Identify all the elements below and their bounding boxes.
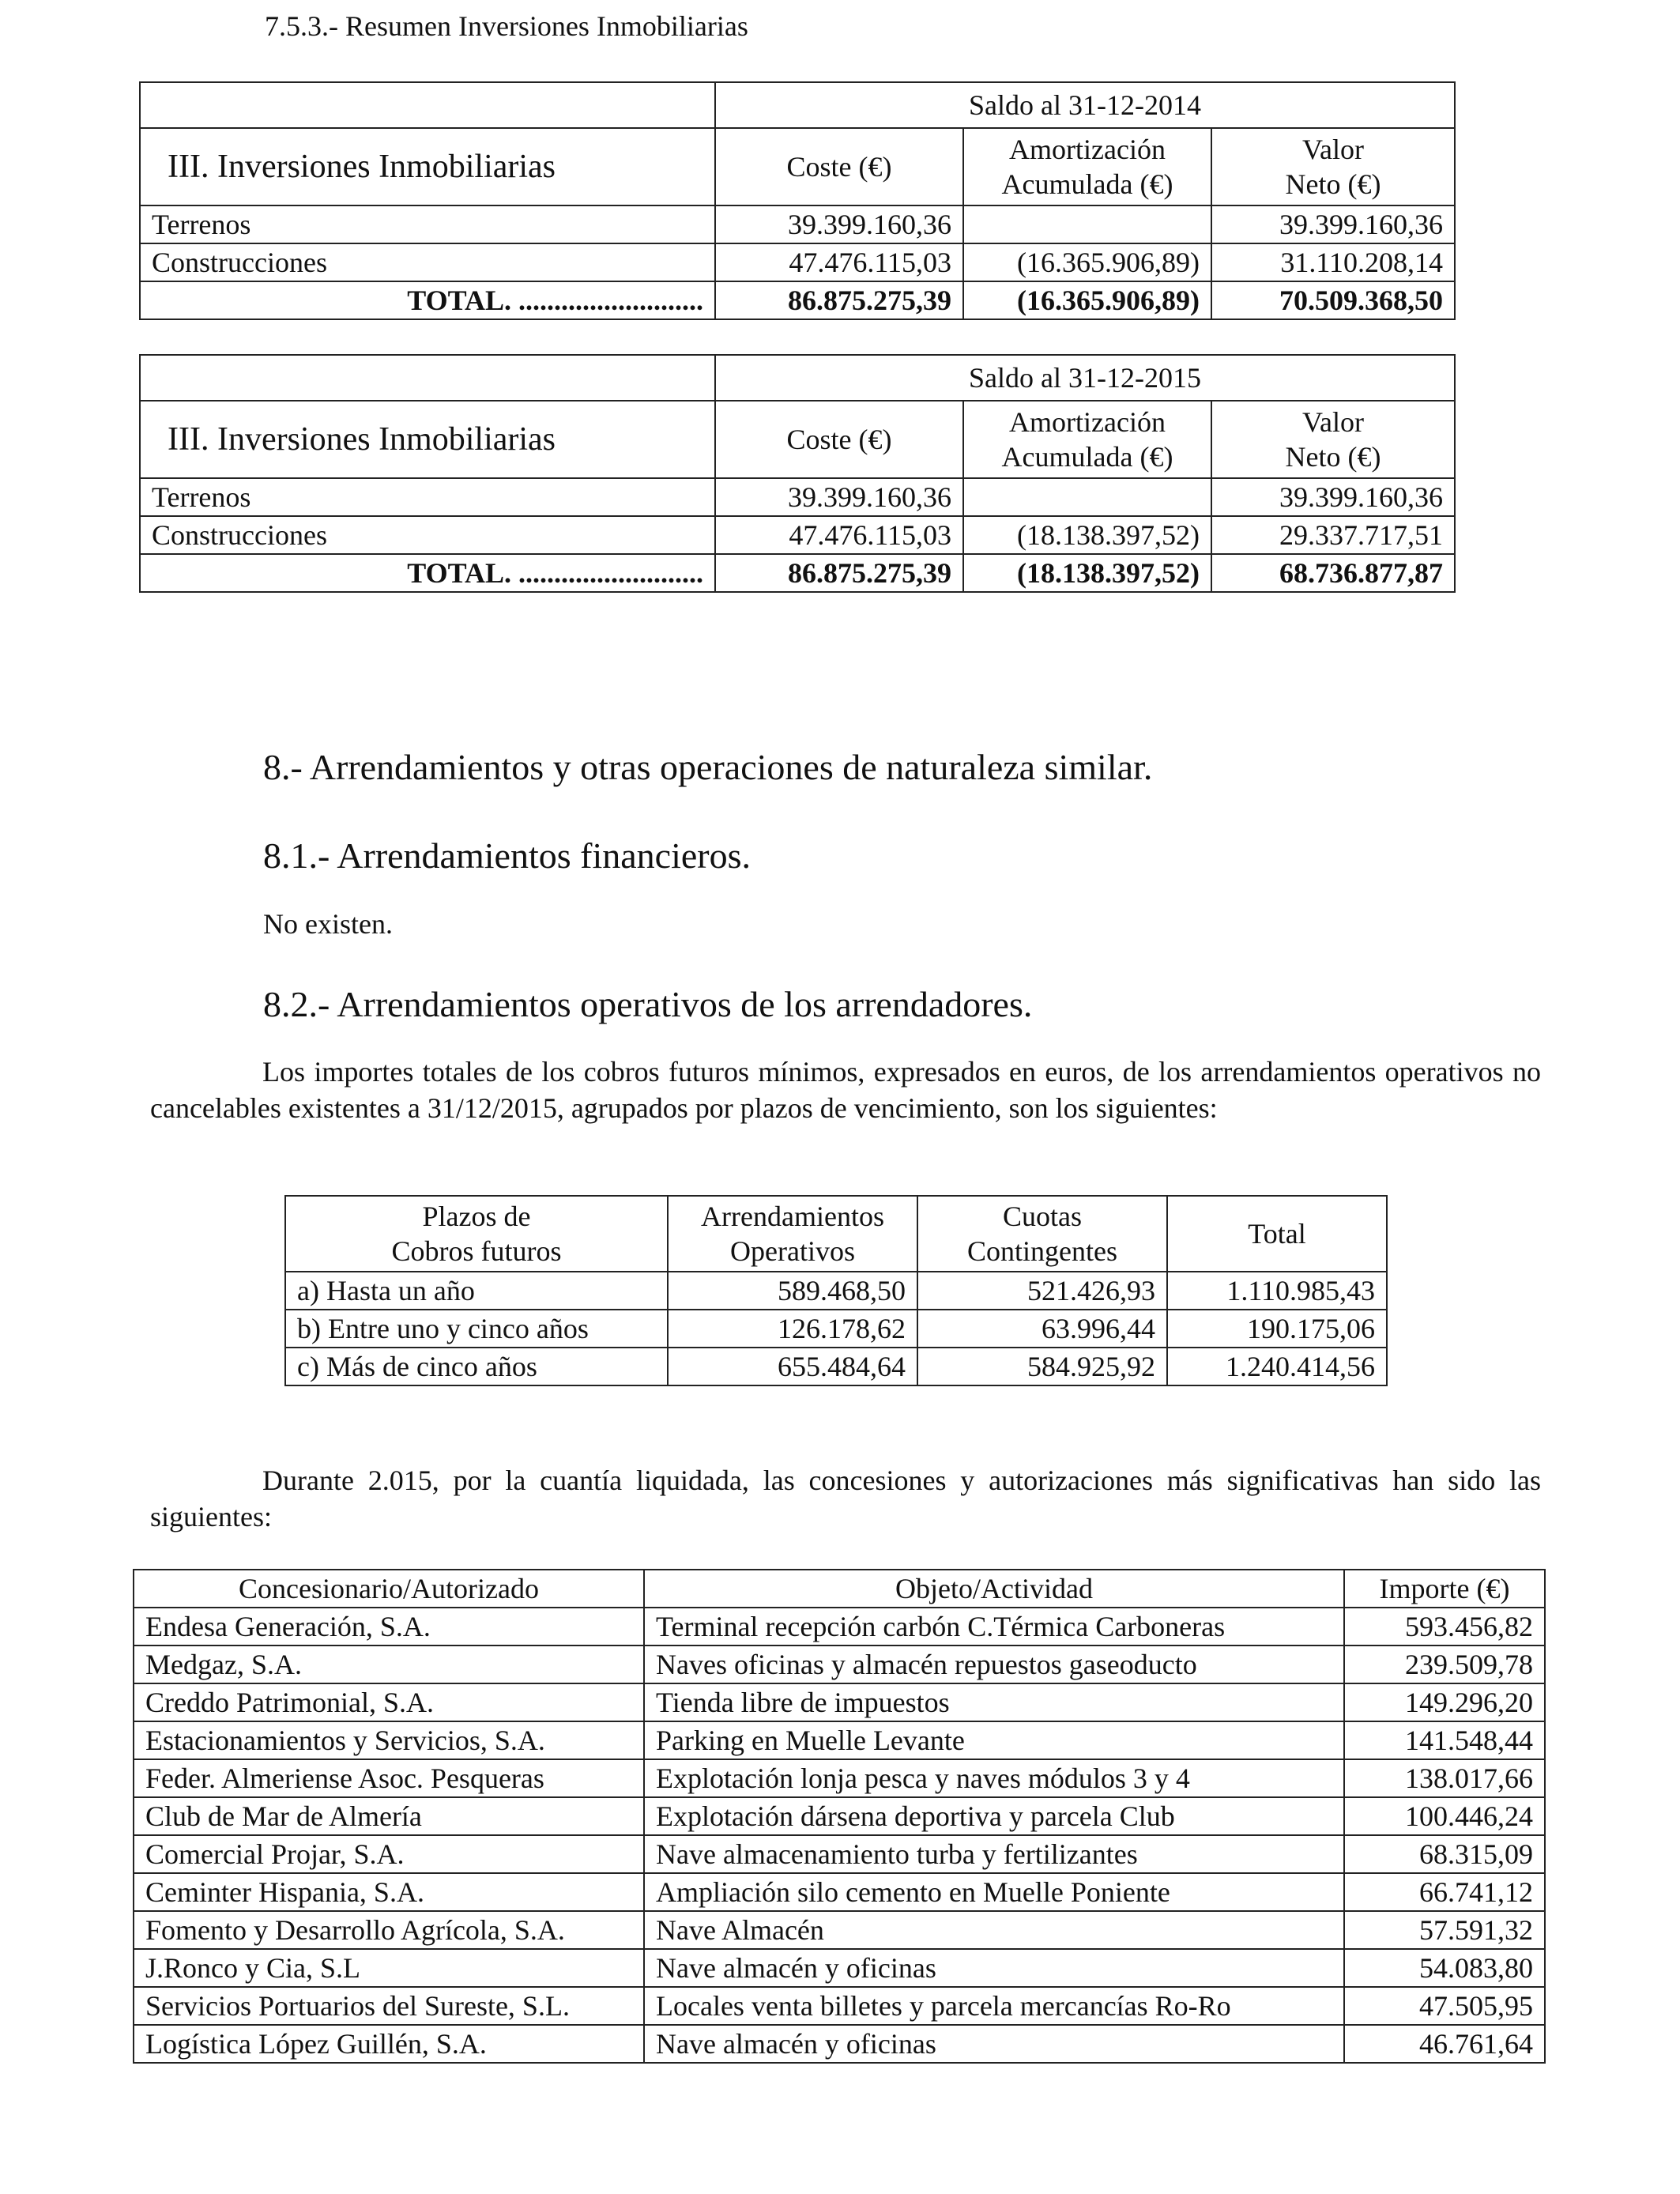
cell-objeto: Nave almacenamiento turba y fertilizantes (644, 1835, 1344, 1873)
cell-plazo: c) Más de cinco años (285, 1348, 668, 1385)
cell-total: 1.240.414,56 (1167, 1348, 1387, 1385)
col-header-valor-neto: Valor Neto (€) (1211, 401, 1455, 478)
cell-concesionario: Ceminter Hispania, S.A. (134, 1873, 644, 1911)
row-header: III. Inversiones Inmobiliarias (140, 128, 715, 205)
table-row (140, 478, 1455, 516)
section-title-8: 8.- Arrendamientos y otras operaciones de naturaleza similar. (263, 747, 1153, 787)
table-row (134, 1987, 1545, 2025)
table-row (285, 1310, 1387, 1348)
cell-concesionario: Fomento y Desarrollo Agrícola, S.A. (134, 1911, 644, 1949)
table-row (134, 1759, 1545, 1797)
concesiones-table (133, 1569, 1546, 2064)
total-row (140, 554, 1455, 592)
cell-importe: 66.741,12 (1344, 1873, 1545, 1911)
cell-plazo: b) Entre uno y cinco años (285, 1310, 668, 1348)
total-row (140, 281, 1455, 319)
total-amortizacion: (16.365.906,89) (963, 281, 1211, 319)
cell-neto: 31.110.208,14 (1211, 243, 1455, 281)
cell-amortizacion (963, 478, 1211, 516)
cell-amortizacion: (16.365.906,89) (963, 243, 1211, 281)
table-row (134, 1911, 1545, 1949)
table-row (140, 205, 1455, 243)
row-label: Terrenos (140, 478, 715, 516)
table-row (140, 243, 1455, 281)
total-neto: 70.509.368,50 (1211, 281, 1455, 319)
concesiones-paragraph: Durante 2.015, por la cuantía liquidada, las concesiones y autorizaciones más significativas han sido las siguientes: (150, 1465, 1541, 1532)
period-header: Saldo al 31-12-2014 (715, 82, 1455, 128)
cell-concesionario: Feder. Almeriense Asoc. Pesqueras (134, 1759, 644, 1797)
cell-total: 1.110.985,43 (1167, 1272, 1387, 1310)
cell-concesionario: Medgaz, S.A. (134, 1646, 644, 1683)
table-corner (140, 82, 715, 128)
cell-concesionario: Logística López Guillén, S.A. (134, 2025, 644, 2063)
cell-importe: 100.446,24 (1344, 1797, 1545, 1835)
cell-plazo: a) Hasta un año (285, 1272, 668, 1310)
table-row (140, 516, 1455, 554)
cell-objeto: Tienda libre de impuestos (644, 1683, 1344, 1721)
total-coste: 86.875.275,39 (715, 554, 963, 592)
cell-concesionario: Comercial Projar, S.A. (134, 1835, 644, 1873)
table-row (285, 1348, 1387, 1385)
cell-objeto: Parking en Muelle Levante (644, 1721, 1344, 1759)
col-header-arrendamientos: Arrendamientos Operativos (668, 1196, 917, 1272)
cell-importe: 54.083,80 (1344, 1949, 1545, 1987)
cell-total: 190.175,06 (1167, 1310, 1387, 1348)
col-header-total: Total (1167, 1196, 1387, 1272)
cell-cuotas: 584.925,92 (917, 1348, 1167, 1385)
cell-neto: 39.399.160,36 (1211, 478, 1455, 516)
cell-neto: 39.399.160,36 (1211, 205, 1455, 243)
total-label: TOTAL. .......................... (140, 281, 715, 319)
period-header: Saldo al 31-12-2015 (715, 355, 1455, 401)
col-header-importe: Importe (€) (1344, 1570, 1545, 1608)
col-header-amortizacion: Amortización Acumulada (€) (963, 401, 1211, 478)
inversiones-table-2014 (139, 81, 1456, 320)
table-row (134, 1721, 1545, 1759)
table-row (134, 1608, 1545, 1646)
table-row (134, 1949, 1545, 1987)
row-label: Terrenos (140, 205, 715, 243)
col-header-concesionario: Concesionario/Autorizado (134, 1570, 644, 1608)
col-header-amortizacion: Amortización Acumulada (€) (963, 128, 1211, 205)
cell-objeto: Nave Almacén (644, 1911, 1344, 1949)
cell-objeto: Explotación dársena deportiva y parcela Club (644, 1797, 1344, 1835)
cell-coste: 39.399.160,36 (715, 205, 963, 243)
table-row (134, 1683, 1545, 1721)
cell-concesionario: Endesa Generación, S.A. (134, 1608, 644, 1646)
table-row (134, 1873, 1545, 1911)
col-header-valor-neto: Valor Neto (€) (1211, 128, 1455, 205)
table-row (134, 2025, 1545, 2063)
table-corner (140, 355, 715, 401)
col-header-objeto: Objeto/Actividad (644, 1570, 1344, 1608)
row-label: Construcciones (140, 516, 715, 554)
cell-coste: 47.476.115,03 (715, 516, 963, 554)
cell-coste: 47.476.115,03 (715, 243, 963, 281)
table-row (285, 1272, 1387, 1310)
col-header-plazos: Plazos de Cobros futuros (285, 1196, 668, 1272)
cell-objeto: Ampliación silo cemento en Muelle Poniente (644, 1873, 1344, 1911)
cell-arrendamientos: 589.468,50 (668, 1272, 917, 1310)
table-row (134, 1797, 1545, 1835)
section-title-8-1: 8.1.- Arrendamientos financieros. (263, 835, 751, 876)
row-label: Construcciones (140, 243, 715, 281)
cell-importe: 68.315,09 (1344, 1835, 1545, 1873)
cobros-futuros-table (284, 1195, 1388, 1386)
cell-importe: 47.505,95 (1344, 1987, 1545, 2025)
section-8-1-text: No existen. (263, 908, 393, 940)
cell-arrendamientos: 655.484,64 (668, 1348, 917, 1385)
cell-importe: 138.017,66 (1344, 1759, 1545, 1797)
section-title-8-2: 8.2.- Arrendamientos operativos de los arrendadores. (263, 984, 1033, 1024)
cell-objeto: Locales venta billetes y parcela mercancías Ro-Ro (644, 1987, 1344, 2025)
total-neto: 68.736.877,87 (1211, 554, 1455, 592)
cell-objeto: Naves oficinas y almacén repuestos gaseoducto (644, 1646, 1344, 1683)
total-amortizacion: (18.138.397,52) (963, 554, 1211, 592)
cell-objeto: Explotación lonja pesca y naves módulos 3 y 4 (644, 1759, 1344, 1797)
section-8-2-paragraph: Los importes totales de los cobros futuros mínimos, expresados en euros, de los arrendamientos operativos no cancelables existentes a 31/12/2015, agrupados por plazos de vencimiento, son los siguientes: (150, 1056, 1541, 1124)
total-label: TOTAL. .......................... (140, 554, 715, 592)
cell-cuotas: 63.996,44 (917, 1310, 1167, 1348)
cell-importe: 149.296,20 (1344, 1683, 1545, 1721)
inversiones-table-2015 (139, 354, 1456, 593)
cell-concesionario: Servicios Portuarios del Sureste, S.L. (134, 1987, 644, 2025)
cell-amortizacion: (18.138.397,52) (963, 516, 1211, 554)
cell-objeto: Nave almacén y oficinas (644, 2025, 1344, 2063)
cell-concesionario: Club de Mar de Almería (134, 1797, 644, 1835)
col-header-coste: Coste (€) (715, 401, 963, 478)
cell-coste: 39.399.160,36 (715, 478, 963, 516)
cell-cuotas: 521.426,93 (917, 1272, 1167, 1310)
total-coste: 86.875.275,39 (715, 281, 963, 319)
cell-concesionario: J.Ronco y Cia, S.L (134, 1949, 644, 1987)
row-header: III. Inversiones Inmobiliarias (140, 401, 715, 478)
cell-importe: 57.591,32 (1344, 1911, 1545, 1949)
cell-amortizacion (963, 205, 1211, 243)
cell-importe: 239.509,78 (1344, 1646, 1545, 1683)
col-header-coste: Coste (€) (715, 128, 963, 205)
cell-importe: 46.761,64 (1344, 2025, 1545, 2063)
cell-arrendamientos: 126.178,62 (668, 1310, 917, 1348)
cell-importe: 593.456,82 (1344, 1608, 1545, 1646)
col-header-cuotas: Cuotas Contingentes (917, 1196, 1167, 1272)
table-row (134, 1835, 1545, 1873)
cell-neto: 29.337.717,51 (1211, 516, 1455, 554)
cell-importe: 141.548,44 (1344, 1721, 1545, 1759)
cell-concesionario: Estacionamientos y Servicios, S.A. (134, 1721, 644, 1759)
section-title-7-5-3: 7.5.3.- Resumen Inversiones Inmobiliarias (265, 10, 748, 42)
cell-objeto: Terminal recepción carbón C.Térmica Carboneras (644, 1608, 1344, 1646)
cell-objeto: Nave almacén y oficinas (644, 1949, 1344, 1987)
cell-concesionario: Creddo Patrimonial, S.A. (134, 1683, 644, 1721)
table-row (134, 1646, 1545, 1683)
